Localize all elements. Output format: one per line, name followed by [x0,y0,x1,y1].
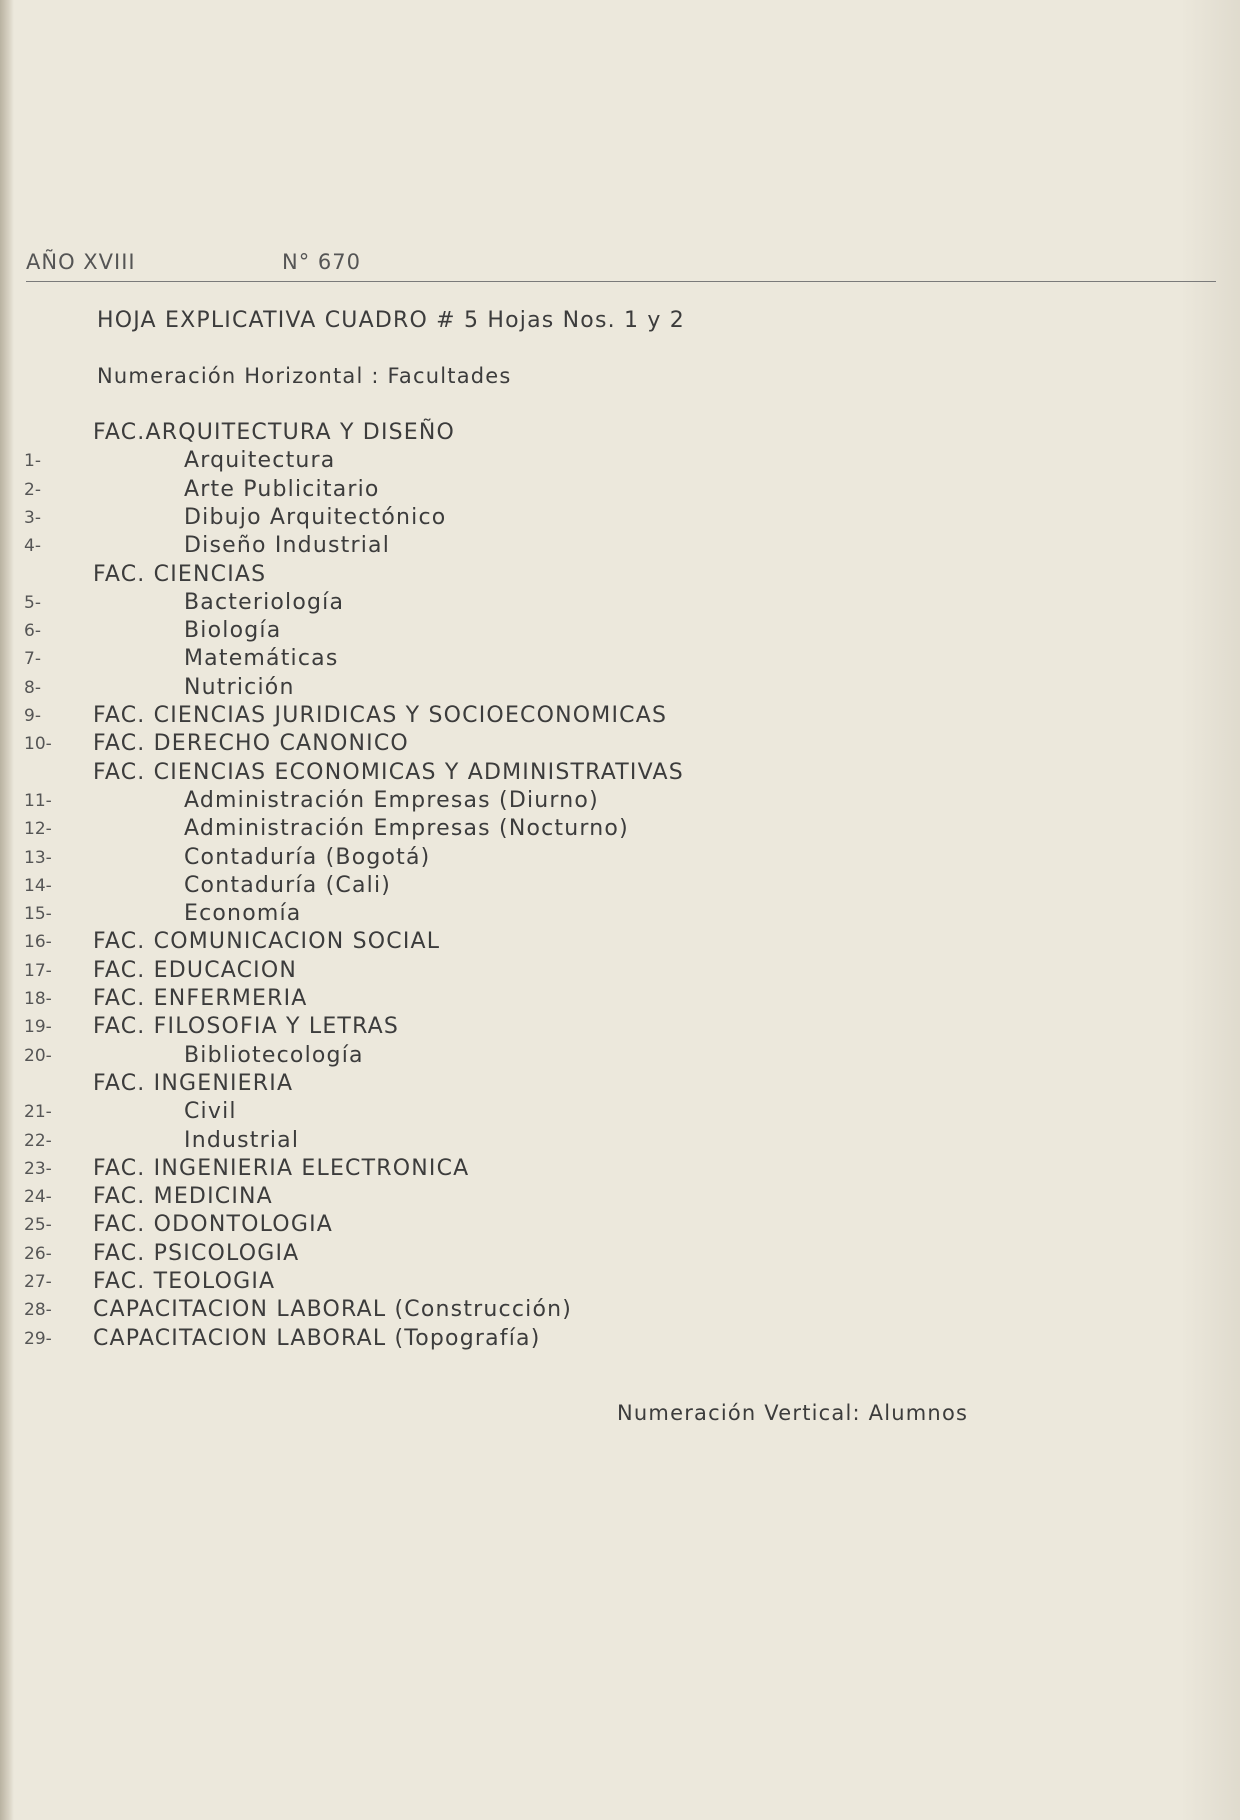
header-rule [26,281,1216,282]
line-number: 27- [24,1272,52,1292]
program-item: Biología [184,618,282,643]
line-number: 14- [24,876,52,896]
line-number: 25- [24,1215,52,1235]
line-number: 13- [24,848,52,868]
page-binding-edge [0,0,14,1820]
faculty-item: FAC. INGENIERIA [93,1071,294,1096]
line-number: 1- [24,451,41,471]
program-item: Bibliotecología [184,1043,364,1068]
faculty-item: FAC. COMUNICACION SOCIAL [93,929,441,954]
issue-number: N° 670 [282,250,361,274]
vertical-numbering-label: Numeración Vertical: Alumnos [617,1401,969,1425]
program-item: Bacteriología [184,590,345,615]
program-item: Arquitectura [184,448,336,473]
line-number: 3- [24,508,41,528]
line-number: 24- [24,1187,52,1207]
line-number: 19- [24,1017,52,1037]
faculty-item: FAC. CIENCIAS ECONOMICAS Y ADMINISTRATIVAS [93,760,684,785]
program-item: Civil [184,1099,237,1124]
line-number: 11- [24,791,52,811]
program-item: Dibujo Arquitectónico [184,505,447,530]
line-number: 12- [24,819,52,839]
year-label: AÑO XVIII [26,250,136,274]
faculty-item: FAC. PSICOLOGIA [93,1241,300,1266]
line-number: 26- [24,1244,52,1264]
line-number: 6- [24,621,41,641]
program-item: Economía [184,901,302,926]
faculty-item: FAC. DERECHO CANONICO [93,731,409,756]
faculty-item: CAPACITACION LABORAL (Construcción) [93,1297,573,1322]
line-number: 17- [24,961,52,981]
faculty-item: FAC. CIENCIAS [93,562,267,587]
faculty-item: FAC. CIENCIAS JURIDICAS Y SOCIOECONOMICAS [93,703,668,728]
program-item: Nutrición [184,675,295,700]
faculty-item: CAPACITACION LABORAL (Topografía) [93,1326,541,1351]
program-item: Matemáticas [184,646,339,671]
faculty-item: FAC. MEDICINA [93,1184,273,1209]
program-item: Contaduría (Cali) [184,873,392,898]
line-number: 2- [24,480,41,500]
faculty-item: FAC. TEOLOGIA [93,1269,276,1294]
faculty-item: FAC. ODONTOLOGIA [93,1212,334,1237]
line-number: 7- [24,649,41,669]
line-number: 9- [24,706,41,726]
program-item: Diseño Industrial [184,533,391,558]
faculty-item: FAC. ENFERMERIA [93,986,308,1011]
program-item: Arte Publicitario [184,477,380,502]
horizontal-numbering-label: Numeración Horizontal : Facultades [97,364,512,388]
line-number: 16- [24,932,52,952]
line-number: 29- [24,1329,52,1349]
line-number: 8- [24,678,41,698]
program-item: Industrial [184,1128,300,1153]
program-item: Administración Empresas (Diurno) [184,788,599,813]
line-number: 20- [24,1046,52,1066]
line-number: 15- [24,904,52,924]
faculty-item: FAC.ARQUITECTURA Y DISEÑO [93,420,456,445]
line-number: 22- [24,1131,52,1151]
line-number: 10- [24,734,52,754]
program-item: Administración Empresas (Nocturno) [184,816,629,841]
faculty-item: FAC. FILOSOFIA Y LETRAS [93,1014,400,1039]
line-number: 23- [24,1159,52,1179]
line-number: 18- [24,989,52,1009]
sheet-title: HOJA EXPLICATIVA CUADRO # 5 Hojas Nos. 1 y 2 [97,308,685,333]
faculty-item: FAC. EDUCACION [93,958,298,983]
line-number: 21- [24,1102,52,1122]
program-item: Contaduría (Bogotá) [184,845,431,870]
line-number: 28- [24,1300,52,1320]
line-number: 5- [24,593,41,613]
line-number: 4- [24,536,41,556]
faculty-item: FAC. INGENIERIA ELECTRONICA [93,1156,470,1181]
page-shadow [1180,0,1240,1820]
